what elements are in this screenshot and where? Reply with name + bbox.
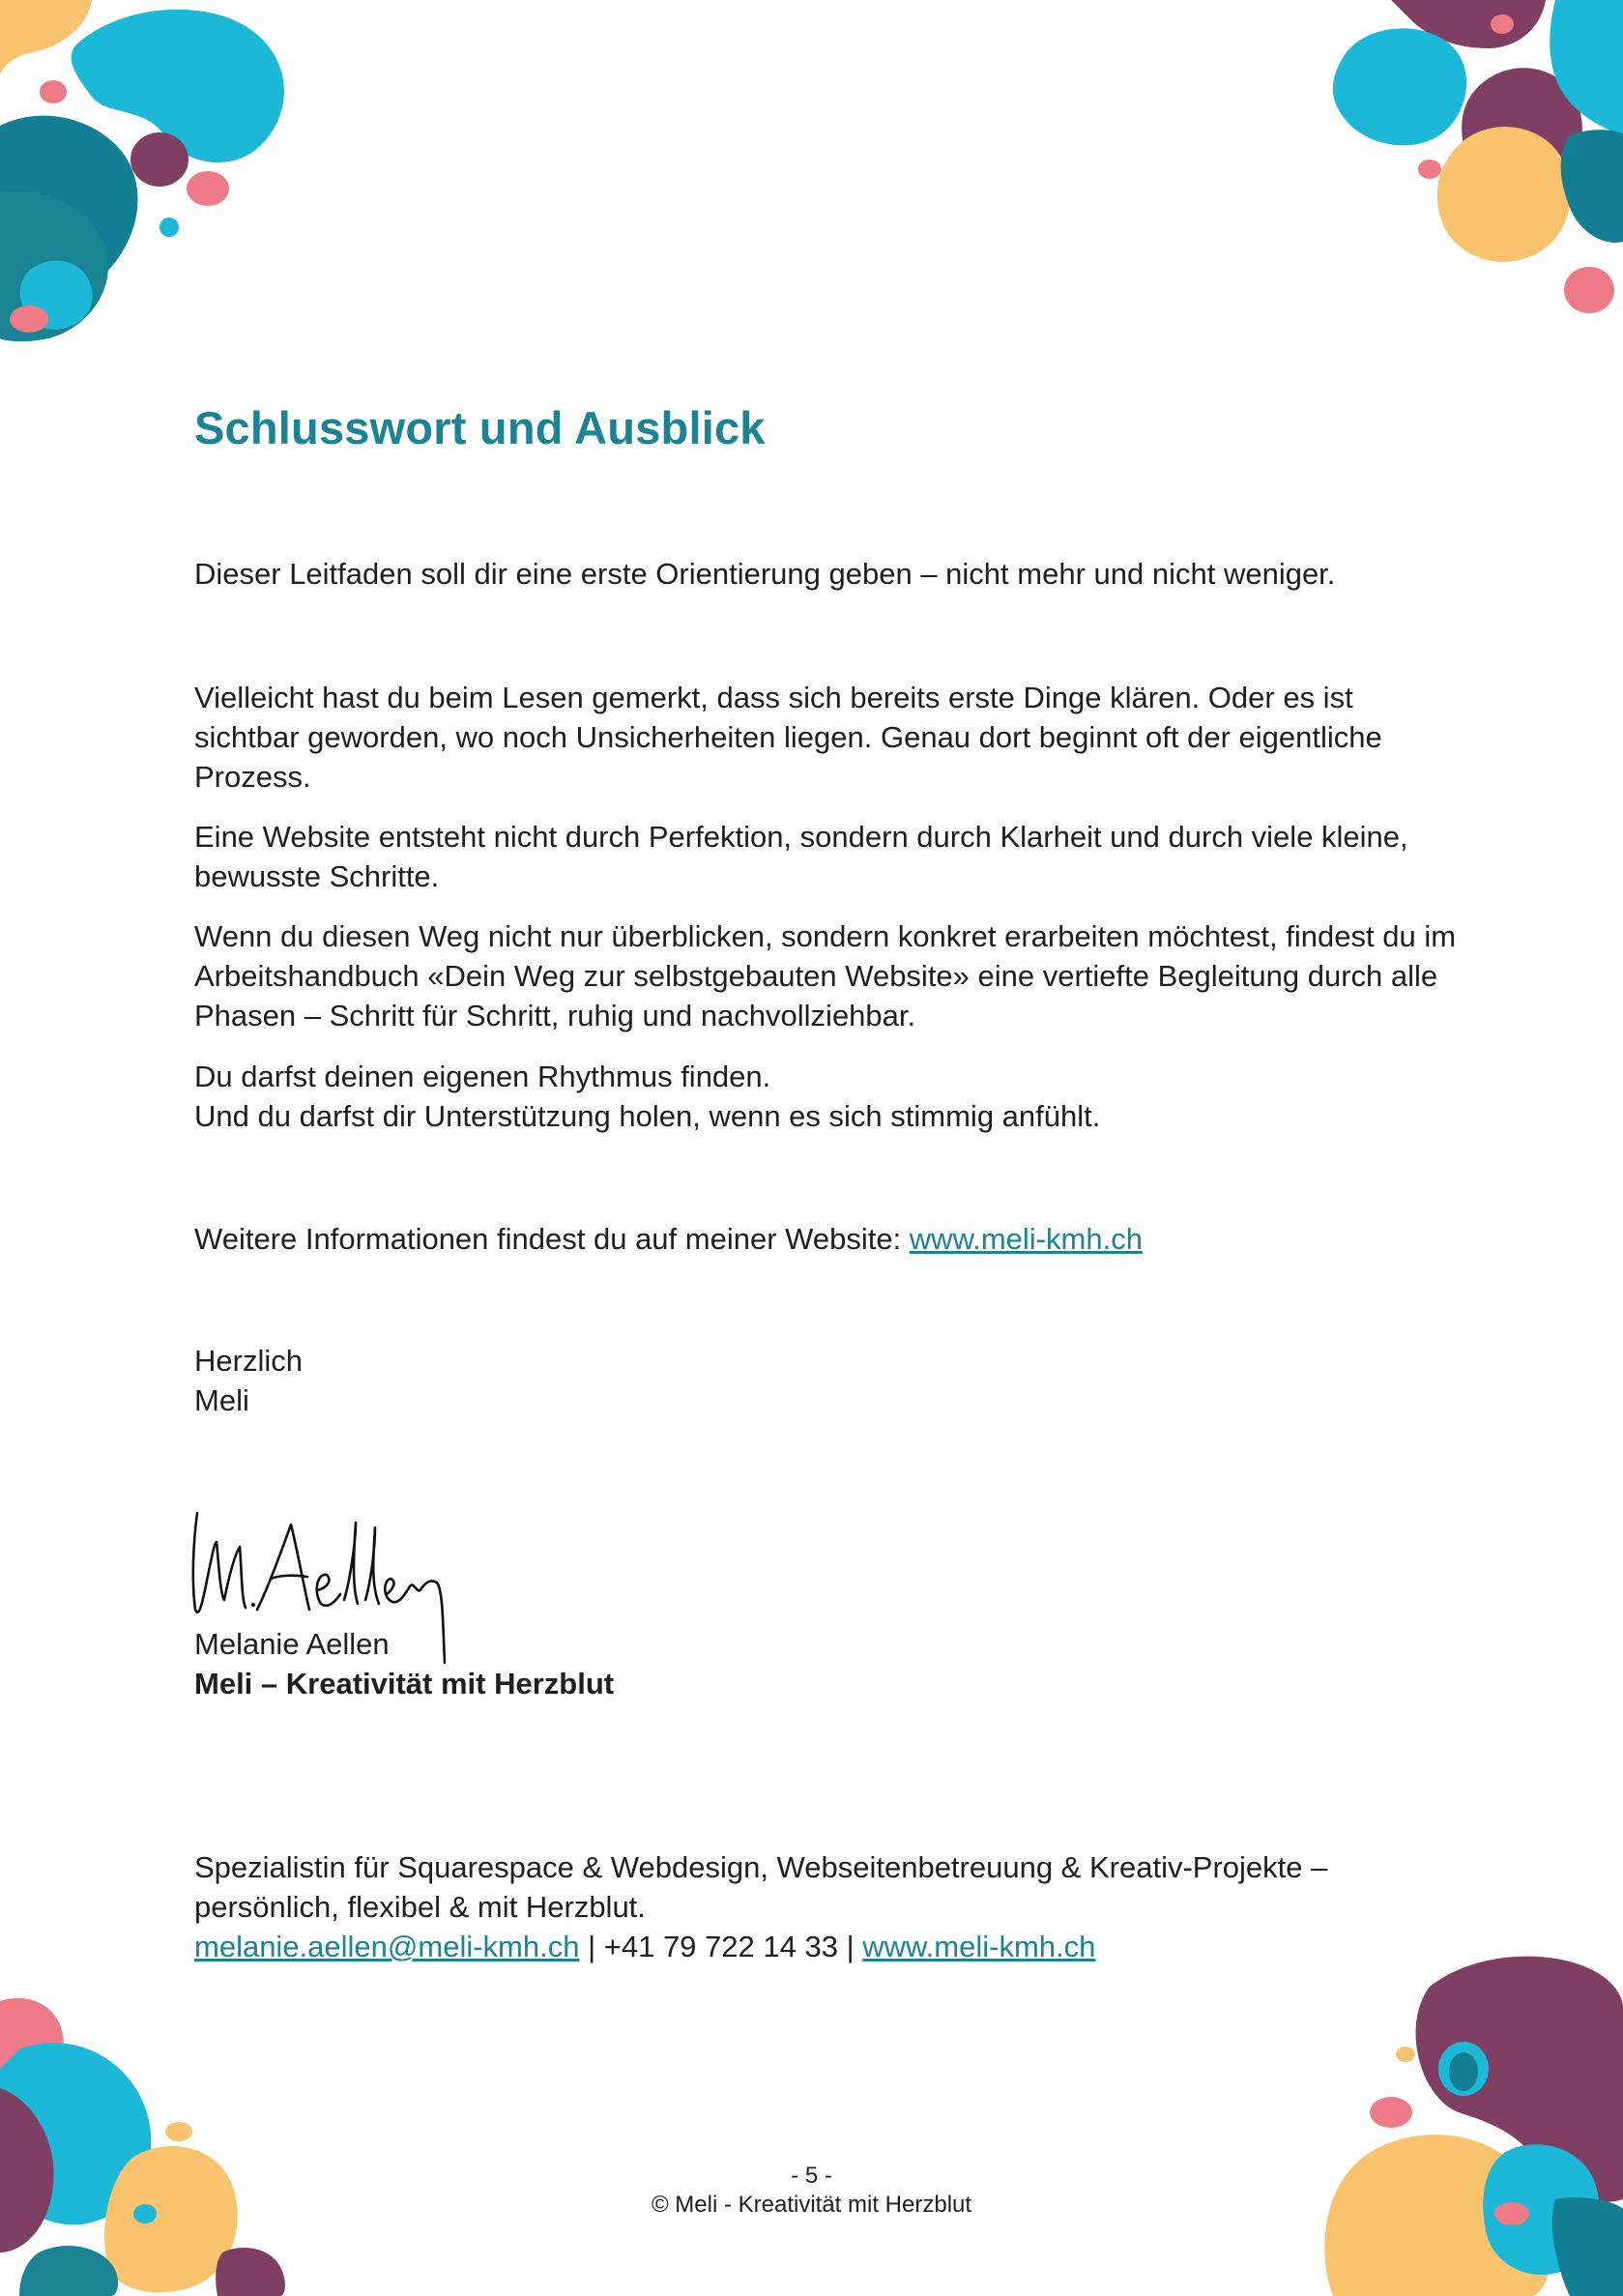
corner-decoration-bottom-right <box>1314 1948 1623 2296</box>
page-number: - 5 - <box>791 2163 832 2189</box>
contact-line-3 <box>194 1927 1461 1966</box>
contact-block <box>194 1847 1461 1966</box>
email-link[interactable]: melanie.aellen@meli-kmh.ch <box>194 1930 580 1963</box>
website-info-text: Weitere Informationen findest du auf meiner Website: <box>194 1222 910 1256</box>
corner-decoration-top-left <box>0 0 300 348</box>
website-link[interactable]: www.meli-kmh.ch <box>909 1222 1143 1256</box>
business-name: Meli – Kreativität mit Herzblut <box>194 1667 615 1700</box>
closing-greeting <box>194 1341 1461 1420</box>
paragraph-workbook: Wenn du diesen Weg nicht nur überblicken, sondern konkret erarbeiten möchtest, findest du im Arbeitshandbuch «Dein Weg zur selbstgebauten Website» eine vertiefte Begleitung durch alle Phasen – Schritt für Schritt, ruhig und nachvollziehbar. <box>194 919 1457 1032</box>
contact-line-1: Spezialistin für Squarespace & Webdesign, Webseitenbetreuung & Kreativ-Projekte – <box>194 1850 1328 1884</box>
greeting-text: Herzlich <box>194 1344 303 1378</box>
paragraph-reflection: Vielleicht hast du beim Lesen gemerkt, dass sich bereits erste Dinge klären. Oder es ist sichtbar geworden, wo noch Unsicherheiten liegen. Genau dort beginnt oft der eigentliche Prozess. <box>194 681 1382 794</box>
page-footer <box>0 2162 1623 2220</box>
phone-text: | +41 79 722 14 33 | <box>579 1930 863 1963</box>
corner-decoration-top-right <box>1323 0 1623 334</box>
page-title: Schlusswort und Ausblick <box>194 402 766 453</box>
contact-website-link[interactable]: www.meli-kmh.ch <box>862 1930 1096 1963</box>
greeting-name: Meli <box>194 1383 249 1417</box>
footer-copyright: © Meli - Kreativität mit Herzblut <box>651 2192 972 2218</box>
signer-full-name: Melanie Aellen <box>194 1627 390 1661</box>
signature-block <box>194 1624 1461 1703</box>
rhythm-line-1: Du darfst deinen eigenen Rhythmus finden. <box>194 1060 771 1093</box>
paragraph-rhythm <box>194 1057 1461 1136</box>
rhythm-line-2: Und du darfst dir Unterstützung holen, wenn es sich stimmig anfühlt. <box>194 1099 1101 1133</box>
corner-decoration-bottom-left <box>0 1962 300 2296</box>
paragraph-intro: Dieser Leitfaden soll dir eine erste Orientierung geben – nicht mehr und nicht weniger. <box>194 557 1336 591</box>
contact-line-2: persönlich, flexibel & mit Herzblut. <box>194 1890 646 1924</box>
paragraph-website-clarity: Eine Website entsteht nicht durch Perfektion, sondern durch Klarheit und durch viele kleine, bewusste Schritte. <box>194 820 1408 893</box>
website-info-line <box>194 1219 1461 1259</box>
